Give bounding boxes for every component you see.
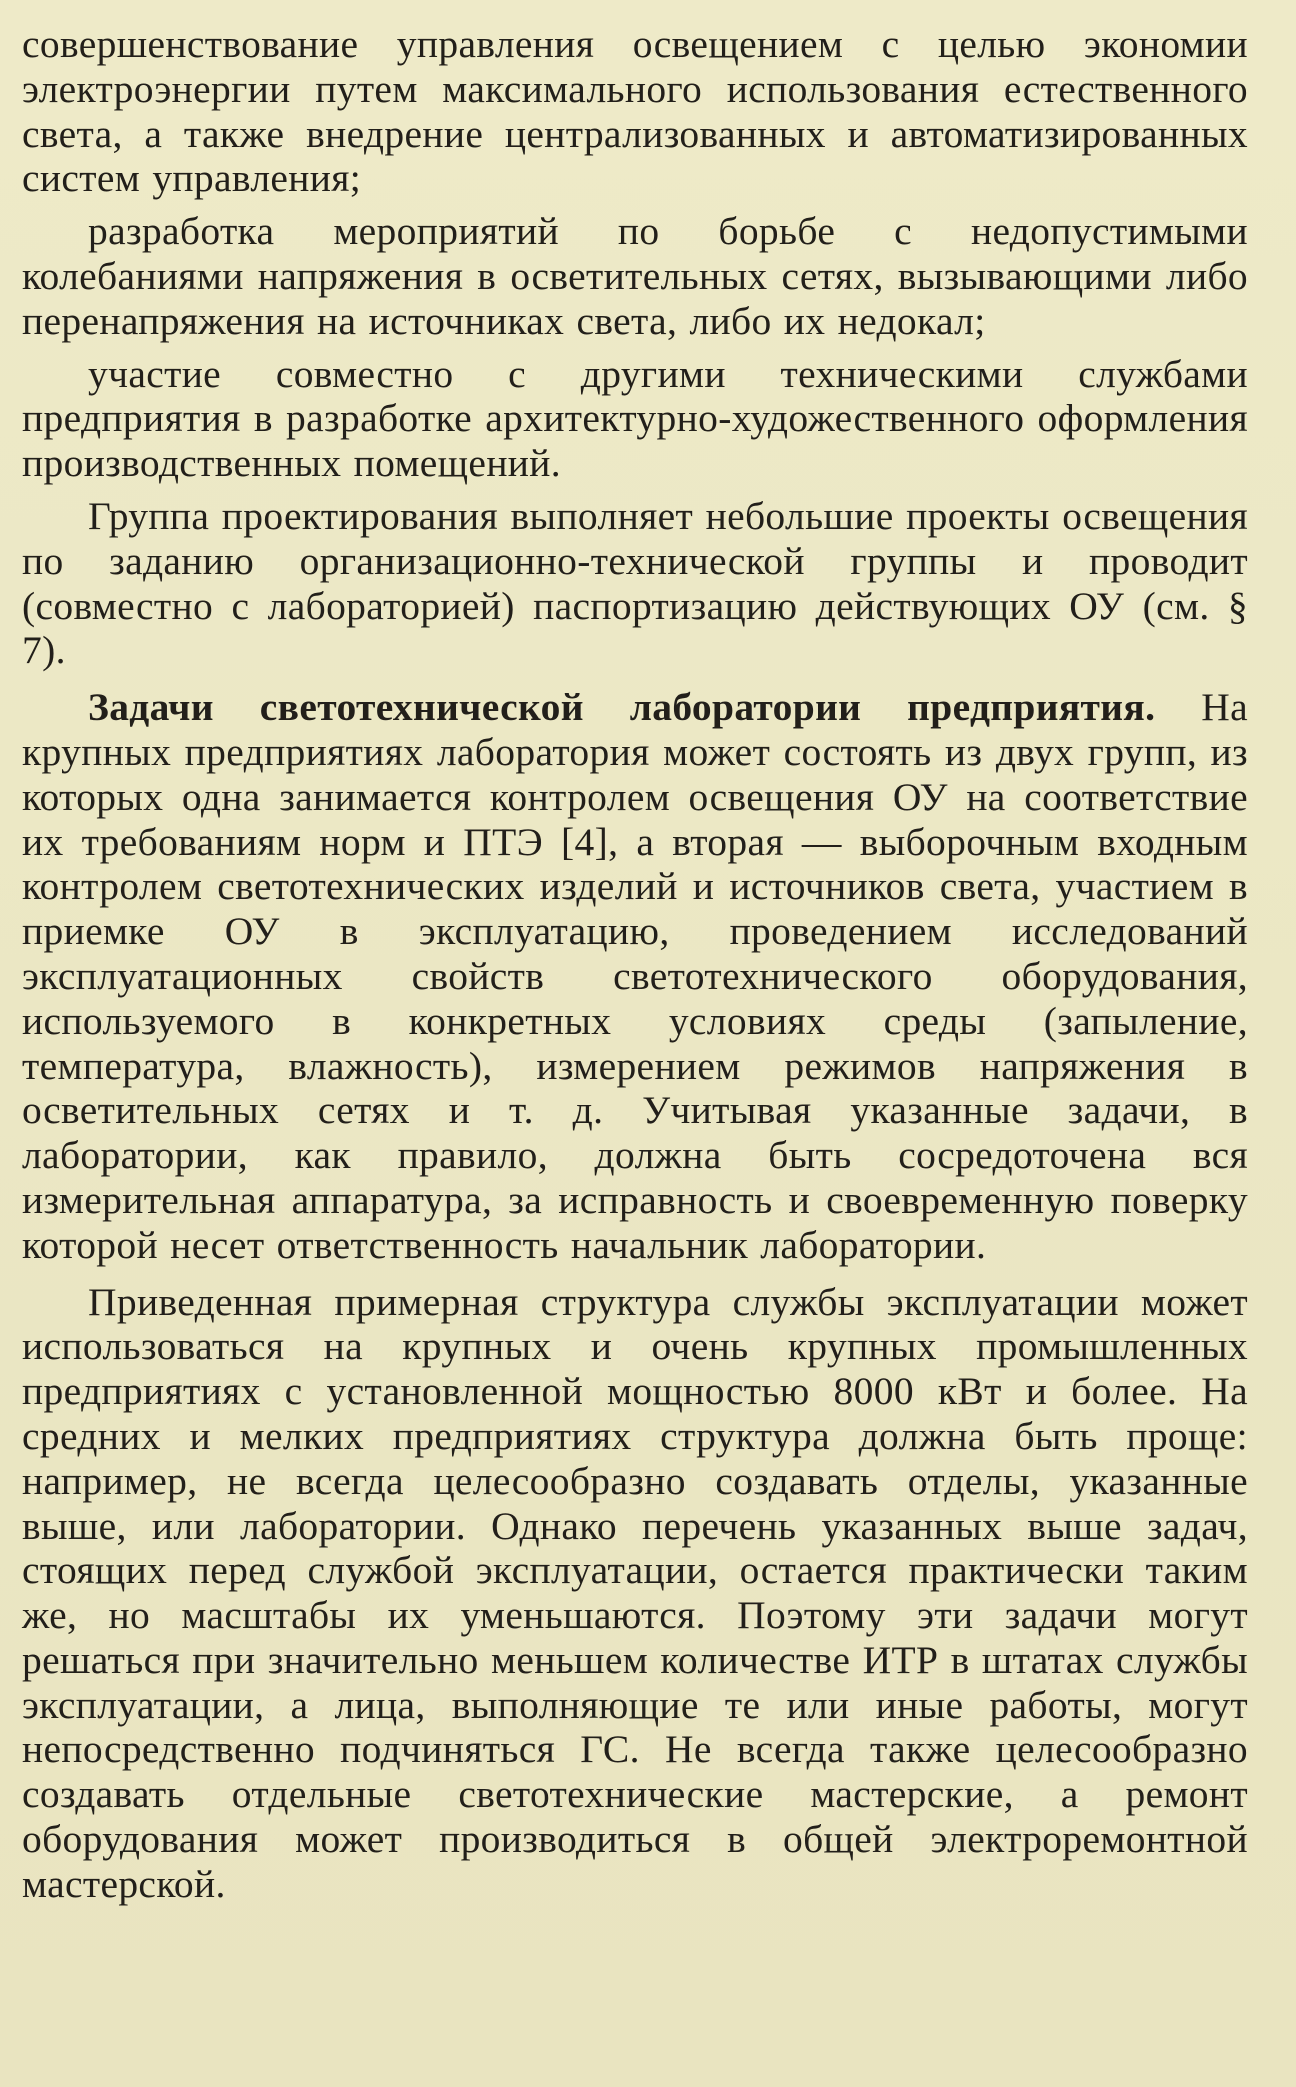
paragraph-architectural-design-participation bbox=[22, 352, 1248, 486]
section-heading: Задачи светотехнической лаборатории предприятия. bbox=[88, 685, 1156, 730]
paragraph-service-structure bbox=[22, 1280, 1248, 1907]
paragraph-text: разработка мероприятий по борьбе с недопустимыми колебаниями напряжения в осветительных сетях, вызывающими либо перенапряжения на источниках света, либо их недокал; bbox=[22, 209, 1248, 343]
paragraph-text: участие совместно с другими техническими службами предприятия в разработке архитектурно-художественного оформления производственных помещений. bbox=[22, 351, 1248, 486]
paragraph-voltage-fluctuation-measures bbox=[22, 209, 1248, 343]
paragraph-laboratory-tasks bbox=[22, 685, 1248, 1267]
paragraph-text: Группа проектирования выполняет небольшие проекты освещения по заданию организационно-технической группы и проводит (совместно с лабораторией) паспортизацию действующих ОУ (см. § 7). bbox=[22, 493, 1248, 673]
paragraph-text: Приведенная примерная структура службы эксплуатации может использоваться на крупных и очень крупных промышленных предприятиях с установленной мощностью 8000 кВт и более. На средних и мелких предприятиях структура должна быть проще: например, не всегда целесообразно создавать отделы, указанные выше, или лаборатории. Однако перечень указанных выше задач, стоящих перед службой эксплуатации, остается практически таким же, но масштабы их уменьшаются. Поэтому эти задачи могут решаться при значительно меньшем количестве ИТР в штатах службы эксплуатации, а лица, выполняющие те или иные работы, могут непосредственно подчиняться ГС. Не всегда также целесообразно создавать отдельные светотехнические мастерские, а ремонт оборудования может производиться в общей электроремонтной мастерской. bbox=[22, 1279, 1248, 1906]
paragraph-design-group bbox=[22, 494, 1248, 673]
paragraph-text: совершенствование управления освещением с целью экономии электроэнергии путем максимального использования естественного света, а также внедрение централизованных и автоматизированных систем управления; bbox=[22, 22, 1248, 201]
paragraph-text: На крупных предприятиях лаборатория может состоять из двух групп, из которых одна занимается контролем освещения ОУ на соответствие их требованиям норм и ПТЭ [4], а вторая — выборочным входным контролем светотехнических изделий и источников света, участием в приемке ОУ в эксплуатацию, проведением исследований эксплуатационных свойств светотехнического оборудования, используемого в конкретных условиях среды (запыление, температура, влажность), измерением режимов напряжения в осветительных сетях и т. д. Учитывая указанные задачи, в лаборатории, как правило, должна быть сосредоточена вся измерительная аппаратура, за исправность и своевременную поверку которой несет ответственность начальник лаборатории. bbox=[22, 685, 1248, 1267]
paragraph-lighting-control-improvement bbox=[22, 22, 1248, 201]
